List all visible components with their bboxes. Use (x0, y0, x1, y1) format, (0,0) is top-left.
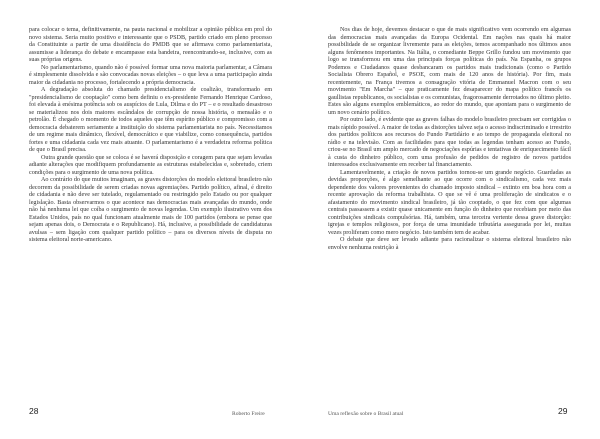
right-paragraph-4: O debate que deve ser levado adiante para racionalizar o sistema eleitoral brasileiro não envolve nenhuma restrição à (328, 237, 571, 251)
right-running-footer: Uma reflexão sobre o Brasil atual (328, 411, 404, 417)
left-running-footer: Roberto Freire (232, 411, 265, 417)
left-paragraph-4: Outra grande questão que se coloca é se haverá disposição e coragem para que sejam levadas adiante alterações que modifiquem profundamente as estruturas estabelecidas e, sobretudo, criem condições para o surgimento de uma nova política. (29, 154, 272, 176)
right-paragraph-1: Nos dias de hoje, devemos destacar o que de mais significativo vem ocorrendo em algumas das democracias mais avançadas da Europa Ocidental. Em nações nas quais há maior possibilidade de se organizar livremente para as eleições, temos acompanhado nos últimos anos alguns fenômenos importantes. Na Itália, o comediante Beppe Grillo fundou um movimento que logo se transformou em uma das principais forças políticas do país. Na Espanha, os grupos Podemos e Ciudadanos quase desbancaram os partidos mais tradicionais (como o Partido Socialista Obrero Español, e PSOE, com mais de 120 anos de história). Por fim, mais recentemente, na França tivemos a consagração vitória de Emmanuel Macron com o seu movimento "Em Marcha" – que praticamente fez desaparecer do mapa político francês os gaullistas republicanos, os socialistas e os comunistas, fragorosamente derrotados no último pleito. Estes são alguns exemplos emblemáticos, ao redor do mundo, que apontam para o surgimento de um novo cenário político. (328, 27, 571, 116)
left-paragraph-2: No parlamentarismo, quando não é possível formar uma nova maioria parlamentar, a Câmara é simplesmente dissolvida e são convocadas novas eleições – o que leva a uma participação ainda maior da cidadania no processo, fortalecendo a própria democracia. (29, 64, 272, 86)
right-page-number: 29 (558, 406, 568, 416)
right-paragraph-2: Por outro lado, é evidente que as graves falhas do modelo brasileiro precisam ser corrigidas o mais rápido possível. A maior de todas as distorções talvez seja o acesso indiscriminado e irrestrito dos partidos políticos aos recursos do Fundo Partidário e ao tempo de propaganda eleitoral no rádio e na televisão. Com as facilidades para que todas as legendas tenham acesso ao Fundo, criou-se no Brasil um amplo mercado de negociações espúrias e tentativas de enriquecimento fácil à custa do dinheiro público, com uma profusão de pedidos de registro de novos partidos interessados exclusivamente em receber tal financiamento. (328, 117, 571, 169)
left-paragraph-3: A degradação absoluta do chamado presidencialismo de coalizão, transformado em "presidencialismo de cooptação" como bem definiu o ex-presidente Fernando Henrique Cardoso, foi elevada à enésima potência sob os auspícios de Lula, Dilma e do PT – e o resultado desastroso se materializou nos dois maiores escândalos de corrupção de nossa história, o mensalão e o petrolão. É chegado o momento de todos aqueles que têm espírito público e compromisso com a democracia debaterem seriamente a instituição do sistema parlamentarista no país. Necessitamos de um regime mais dinâmico, flexível, democrático e que viabilize, como consequência, partidos fortes e uma cidadania cada vez mais atuante. O parlamentarismo é a verdadeira reforma política de que o Brasil precisa. (29, 87, 272, 154)
left-page-number: 28 (29, 406, 39, 416)
left-paragraph-1: para colocar o tema, definitivamente, na pauta nacional e mobilizar a opinião pública em prol do novo sistema. Seria muito positivo e interessante que o PSDB, partido criado em pleno processo da Constituinte a partir de uma dissidência do PMDB que se afirmava como parlamentarista, assumisse a liderança do debate e encampasse esta bandeira, reencontrando-se, inclusive, com as suas próprias origens. (29, 27, 272, 64)
left-page-body (29, 27, 272, 245)
right-paragraph-3: Lamentavelmente, a criação de novos partidos tornou-se um grande negócio. Guardadas as devidas proporções, é algo semelhante ao que ocorre com o sindicalismo, cada vez mais dependente dos valores provenientes do chamado imposto sindical – extinto em boa hora com a recente aprovação da reforma trabalhista. O que se vê é uma proliferação de sindicatos e o afastamento do movimento sindical brasileiro, já tão cooptado, o que fez com que algumas centrais passassem a existir quase unicamente em função do dinheiro que recebiam por meio das contribuições sindicais compulsórias. Há, também, uma terceira vertente dessa grave distorção: igrejas e templos religiosos, por força de uma imunidade tributária assegurada por lei, muitas vezes proliferam como mero negócio. Isto também tem de acabar. (328, 169, 571, 236)
left-paragraph-5: Ao contrário do que muitos imaginam, as graves distorções do modelo eleitoral brasileiro não decorrem da possibilidade de serem criadas novas agremiações. Partido político, afinal, é direito de cidadania e não deve ser tutelado, regulamentado ou restringido pelo Estado ou por qualquer legislação. Basta observarmos o que acontece nas democracias mais avançadas do mundo, onde não há nenhuma lei que coíba o surgimento de novas legendas. Um exemplo ilustrativo vem dos Estados Unidos, país no qual funcionam atualmente mais de 100 partidos (embora se pense que sejam apenas dois, o Democrata e o Republicano). Há, inclusive, a possibilidade de candidaturas avulsas – sem ligação com qualquer partido político – para os diversos níveis de disputa no sistema eleitoral norte-americano. (29, 177, 272, 244)
right-page-body (328, 27, 571, 252)
